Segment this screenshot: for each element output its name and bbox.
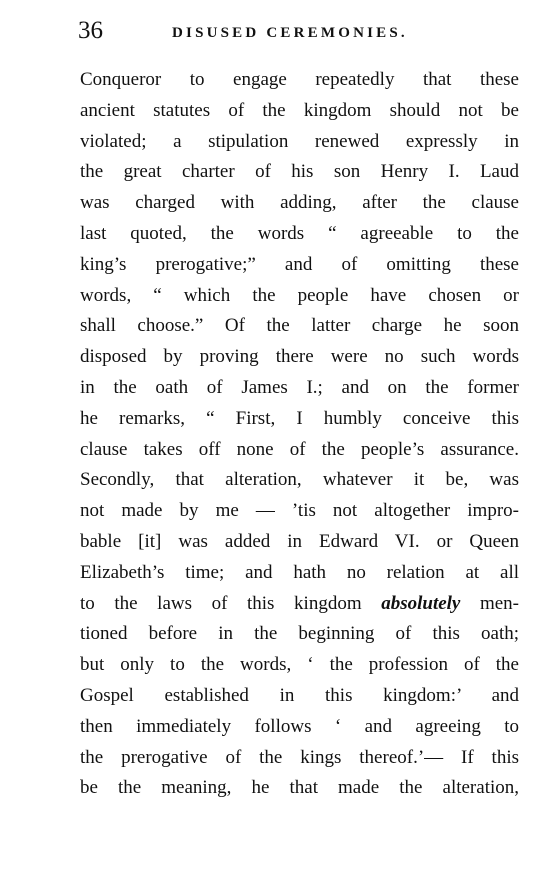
page-number: 36 — [78, 17, 103, 44]
text-line: ancient statutes of the kingdom should not be — [80, 99, 519, 121]
text-line: the great charter of his son Henry I. Laud — [80, 161, 519, 183]
text-line: was charged with adding, after the clause — [80, 192, 519, 214]
text-line: Gospel established in this kingdom:’ and — [80, 684, 519, 706]
text-line: shall choose.” Of the latter charge he soon — [80, 315, 519, 337]
line-segment: men- — [460, 592, 519, 614]
text-line-with-italic — [80, 589, 519, 620]
text-line: be the meaning, he that made the alteration, — [80, 777, 519, 799]
text-line: last quoted, the words “ agreeable to the — [80, 222, 519, 244]
text-line: in the oath of James I.; and on the former — [80, 376, 519, 398]
text-line: Secondly, that alteration, whatever it be, was — [80, 469, 519, 491]
text-line: king’s prerogative;” and of omitting these — [80, 253, 519, 275]
text-line: not made by me — ’tis not altogether impro- — [80, 500, 519, 522]
italic-word: absolutely — [381, 592, 461, 614]
text-line: the prerogative of the kings thereof.’— If this — [80, 746, 519, 768]
text-line: words, “ which the people have chosen or — [80, 284, 519, 306]
running-head — [78, 14, 520, 48]
text-line: Conqueror to engage repeatedly that these — [80, 69, 519, 90]
running-title: DISUSED CEREMONIES. — [172, 25, 408, 41]
text-line: bable [it] was added in Edward VI. or Queen — [80, 530, 519, 552]
line-segment: to the laws of this kingdom — [80, 592, 382, 614]
text-line: but only to the words, ‘ the profession of the — [80, 654, 519, 676]
text-line: Elizabeth’s time; and hath no relation at all — [80, 561, 519, 583]
body-text — [80, 65, 519, 804]
text-line: violated; a stipulation renewed expressly in — [80, 130, 519, 152]
text-line: then immediately follows ‘ and agreeing to — [80, 715, 519, 737]
text-line: clause takes off none of the people’s assurance. — [80, 438, 519, 460]
text-line: tioned before in the beginning of this oath; — [80, 623, 519, 645]
text-line: disposed by proving there were no such words — [80, 346, 519, 368]
text-line: he remarks, “ First, I humbly conceive this — [80, 407, 519, 429]
